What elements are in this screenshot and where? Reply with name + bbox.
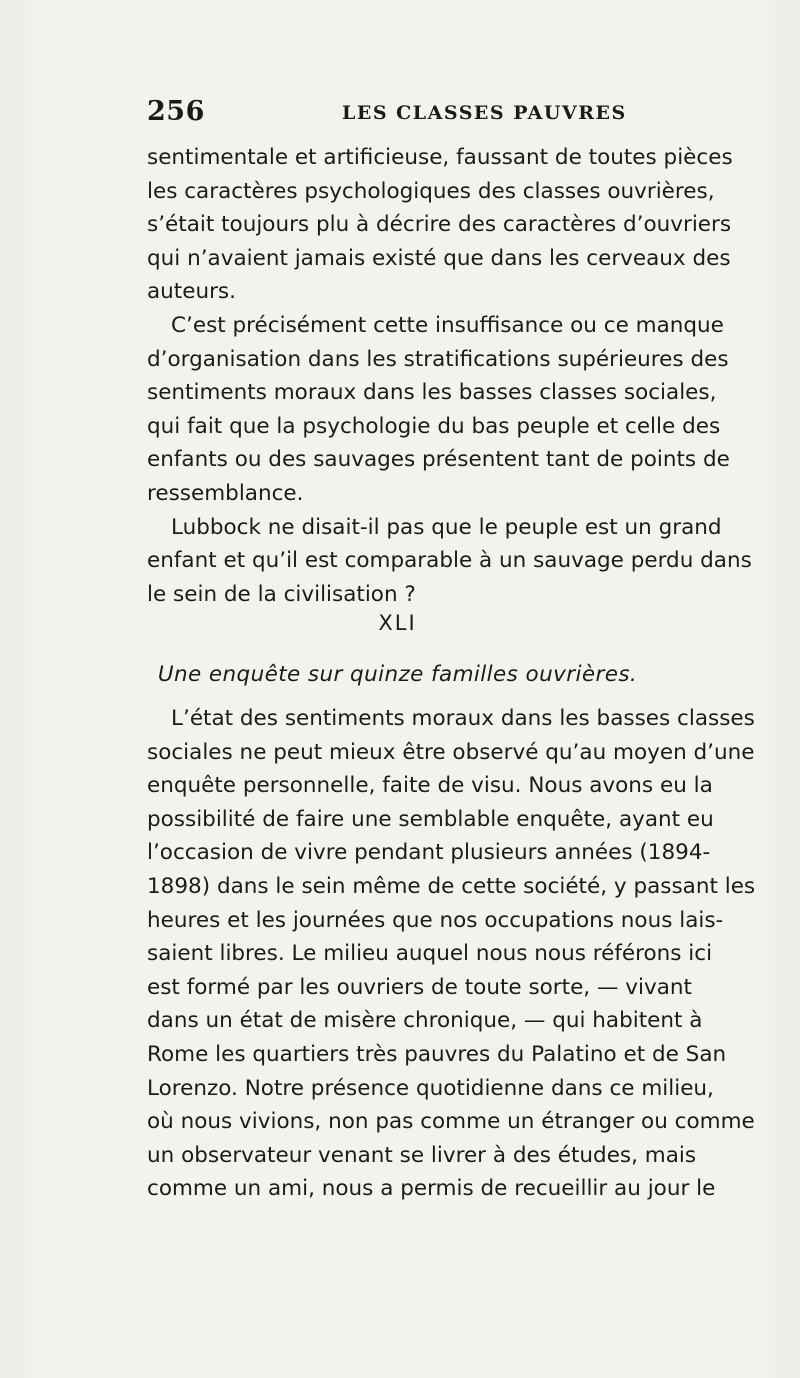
text-line: Lubbock ne disait-il pas que le peuple est un grand [171,514,722,540]
text-line: sentimentale et artificieuse, faussant de toutes pièces [147,145,733,170]
page-number: 256 [147,96,205,127]
text-line: C’est précisément cette insuffisance ou ce manque [171,312,724,338]
text-line: saient libres. Le milieu auquel nous nous référons ici [147,941,713,967]
text-line: sentiments moraux dans les basses classes sociales, [147,380,717,406]
text-line: qui fait que la psychologie du bas peuple et celle des [147,413,721,439]
section-number: XLI [378,611,417,635]
text-line: dans un état de misère chronique, — qui habitent à [147,1008,703,1034]
paragraph-2 [147,309,730,511]
text-line: s’était toujours plu à décrire des caractères d’ouvriers [147,212,732,238]
paragraph-3 [147,511,752,612]
section-title: Une enquête sur quinze familles ouvrières. [157,662,638,687]
text-line: Lorenzo. Notre présence quotidienne dans ce milieu, [147,1075,714,1101]
text-line: comme un ami, nous a permis de recueillir au jour le [147,1176,716,1202]
text-line: où nous vivions, non pas comme un étranger ou comme [147,1109,755,1135]
text-line: auteurs. [147,279,236,305]
text-line: Rome les quartiers très pauvres du Palatino et de San [147,1041,727,1067]
text-line: le sein de la civilisation ? [147,581,416,607]
text-line: un observateur venant se livrer à des études, mais [147,1142,697,1168]
text-line: sociales ne peut mieux être observé qu’au moyen d’une [147,739,755,765]
text-line: les caractères psychologiques des classes ouvrières, [147,178,715,204]
paragraph-1 [147,141,733,309]
text-line: l’occasion de vivre pendant plusieurs années (1894- [147,840,711,866]
text-line: heures et les journées que nos occupations nous lais- [147,907,724,933]
text-line: possibilité de faire une semblable enquête, ayant eu [147,806,714,832]
text-line: 1898) dans le sein même de cette société, y passant les [147,873,756,899]
text-line: enfants ou des sauvages présentent tant de points de [147,447,730,473]
text-line: d’organisation dans les stratifications supérieures des [147,346,729,372]
text-line: ressemblance. [147,480,304,506]
text-block-before-section [147,141,752,611]
running-head [147,96,720,136]
text-line: est formé par les ouvriers de toute sorte, — vivant [147,974,692,1000]
paragraph-4 [147,702,756,1206]
text-line: L’état des sentiments moraux dans les basses classes [171,706,755,731]
text-block-after-section [147,702,756,1206]
text-line: qui n’avaient jamais existé que dans les cerveaux des [147,245,731,271]
text-line: enfant et qu’il est comparable à un sauvage perdu dans [147,548,752,574]
running-title: LES CLASSES PAUVRES [342,102,627,124]
text-line: enquête personnelle, faite de visu. Nous avons eu la [147,773,713,799]
